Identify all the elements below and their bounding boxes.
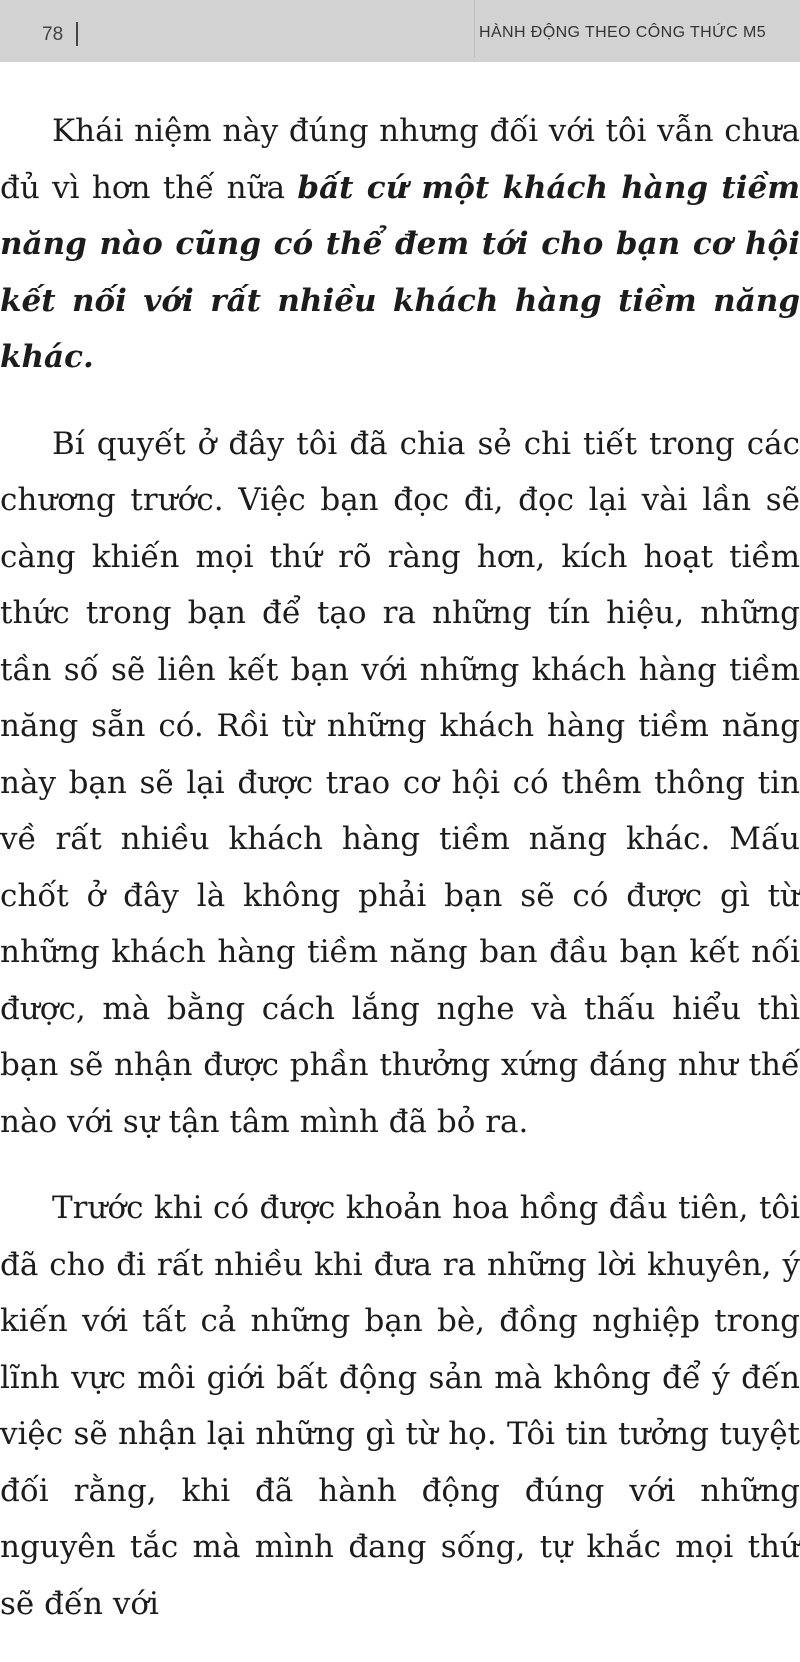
paragraph-2-text: Bí quyết ở đây tôi đã chia sẻ chi tiết trong các chương trước. Việc bạn đọc đi, đọc lại vài lần sẽ càng khiến mọi thứ rõ ràng hơn, kích hoạt tiềm thức trong bạn để tạo ra những tín hiệu, những tần số sẽ liên kết bạn với những khách hàng tiềm năng sẵn có. Rồi từ những khách hàng tiềm năng này bạn sẽ lại được trao cơ hội có thêm thông tin về rất nhiều khách hàng tiềm năng khác. Mấu chốt ở đây là không phải bạn sẽ có được gì từ những khách hàng tiềm năng ban đầu bạn kết nối được, mà bằng cách lắng nghe và thấu hiểu thì bạn sẽ nhận được phần thưởng xứng đáng như thế nào với sự tận tâm mình đã bỏ ra. bbox=[0, 425, 800, 1140]
paragraph-3 bbox=[0, 1180, 800, 1632]
header-scalloped-edge bbox=[0, 58, 800, 66]
page-header bbox=[0, 0, 800, 62]
page-number-separator bbox=[76, 22, 78, 46]
paragraph-1 bbox=[0, 103, 800, 386]
paragraph-2 bbox=[0, 416, 800, 1151]
header-divider bbox=[474, 0, 475, 62]
paragraph-3-text: Trước khi có được khoản hoa hồng đầu tiên, tôi đã cho đi rất nhiều khi đưa ra những lời khuyên, ý kiến với tất cả những bạn bè, đồng nghiệp trong lĩnh vực môi giới bất động sản mà không để ý đến việc sẽ nhận lại những gì từ họ. Tôi tin tưởng tuyệt đối rằng, khi đã hành động đúng với những nguyên tắc mà mình đang sống, tự khắc mọi thứ sẽ đến với bbox=[0, 1190, 800, 1622]
page-number: 78 bbox=[42, 24, 64, 45]
paragraph-1-text: Khái niệm này đúng nhưng đối với tôi vẫn chưa đủ vì hơn thế nữa bbox=[0, 113, 800, 206]
body-text bbox=[0, 103, 800, 1662]
running-title: HÀNH ĐỘNG THEO CÔNG THỨC M5 bbox=[478, 24, 766, 41]
paragraph-1-emphasis: bất cứ một khách hàng tiềm năng nào cũng có thể đem tới cho bạn cơ hội kết nối với rất nhiều khách hàng tiềm năng khác. bbox=[0, 169, 800, 375]
